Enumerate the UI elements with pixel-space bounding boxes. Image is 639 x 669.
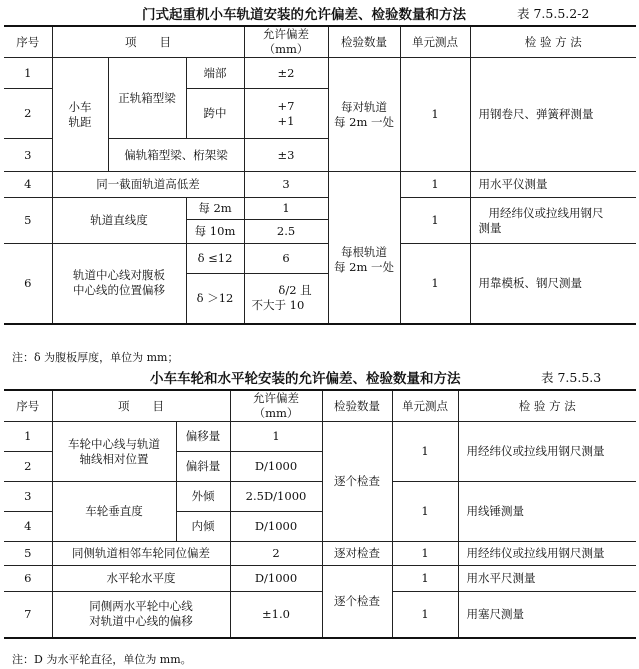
header-item: 项 目 <box>52 390 230 422</box>
mid-tolerance-l2: +1 <box>277 113 295 128</box>
quantity-b-l1: 每根轨道 <box>341 245 388 259</box>
row-seq: 5 <box>4 542 52 566</box>
delta-gt-tolerance <box>244 274 328 324</box>
quantity-pair: 逐对检查 <box>322 542 392 566</box>
unit-6: 1 <box>400 244 470 324</box>
table2-title: 小车车轮和水平轮安装的允许偏差、检验数量和方法 <box>150 371 461 387</box>
table1-title: 门式起重机小车轨道安装的允许偏差、检验数量和方法 <box>142 7 466 23</box>
unit-5: 1 <box>392 542 458 566</box>
table-row <box>4 58 636 89</box>
end-label: 端部 <box>186 58 244 89</box>
outer-label: 外倾 <box>176 482 230 512</box>
web-offset-l2: 中心线的位置偏移 <box>73 283 165 298</box>
row-seq: 6 <box>4 566 52 592</box>
delta-le-label: δ ≤12 <box>186 244 244 274</box>
web-offset-l1: 轨道中心线对腹板 <box>73 268 165 283</box>
per-10m-tolerance: 2.5 <box>244 220 328 244</box>
two-wheels-label <box>52 592 230 638</box>
table-row <box>4 566 636 592</box>
offset-label: 偏移量 <box>176 422 230 452</box>
per-2m-tolerance: 1 <box>244 198 328 220</box>
vertical-label: 车轮垂直度 <box>52 482 176 542</box>
same-section-tolerance: 3 <box>244 172 328 198</box>
table-row <box>4 592 636 638</box>
method-5 <box>470 198 636 244</box>
table2-header-row <box>4 390 636 422</box>
horizontal-tolerance: D/1000 <box>230 566 322 592</box>
method-7: 用塞尺测量 <box>458 592 636 638</box>
per-10m-label: 每 10m <box>186 220 244 244</box>
table-row <box>4 172 636 198</box>
same-side-label: 同侧轨道相邻车轮同位偏差 <box>52 542 230 566</box>
header-quantity: 检验数量 <box>322 390 392 422</box>
straightness-label: 轨道直线度 <box>52 198 186 244</box>
offset-beam-label: 偏轨箱型梁、桁架梁 <box>108 139 244 172</box>
quantity-each-2: 逐个检查 <box>322 566 392 638</box>
two-wheels-l1: 同侧两水平轮中心线 <box>89 599 193 614</box>
delta-gt-tol-l2: 不大于 10 <box>251 298 305 313</box>
method-4: 用水平仪测量 <box>470 172 636 198</box>
header-tolerance-l1: 允许偏差 <box>263 27 310 41</box>
two-wheels-tolerance: ±1.0 <box>230 592 322 638</box>
header-item: 项 目 <box>52 26 244 58</box>
row-seq: 7 <box>4 592 52 638</box>
table1-note: 注：δ 为腹板厚度，单位为 mm； <box>12 351 179 364</box>
web-offset-label <box>52 244 186 324</box>
row-seq: 3 <box>4 482 52 512</box>
mid-tolerance <box>244 89 328 139</box>
wheel-center-label <box>52 422 176 482</box>
unit-a: 1 <box>400 58 470 172</box>
same-section-label: 同一截面轨道高低差 <box>52 172 244 198</box>
method-6: 用靠模板、钢尺测量 <box>470 244 636 324</box>
inner-tolerance: D/1000 <box>230 512 322 542</box>
group-gauge-l1: 小车 <box>68 99 92 114</box>
method-a: 用钢卷尺、弹簧秤测量 <box>470 58 636 172</box>
row-seq: 4 <box>4 172 52 198</box>
header-unit-points: 单元测点 <box>392 390 458 422</box>
table2-note: 注：D 为水平轮直径，单位为 mm。 <box>12 653 192 666</box>
quantity-a-l2: 每 2m 一处 <box>334 114 395 129</box>
table1-number: 表 7.5.5.2-2 <box>517 6 590 21</box>
end-tolerance: ±2 <box>244 58 328 89</box>
method-12: 用经纬仪或拉线用钢尺测量 <box>458 422 636 482</box>
same-side-tolerance: 2 <box>230 542 322 566</box>
table1-header-row <box>4 26 636 58</box>
header-tolerance: 允许偏差（mm） <box>230 390 322 422</box>
method-5: 用经纬仪或拉线用钢尺测量 <box>458 542 636 566</box>
method-6: 用水平尺测量 <box>458 566 636 592</box>
table-row <box>4 542 636 566</box>
header-tolerance <box>244 26 328 58</box>
method-5-l1: 用经纬仪或拉线用钢尺 <box>488 205 604 220</box>
quantity-b-l2: 每 2m 一处 <box>334 260 395 274</box>
unit-12: 1 <box>392 422 458 482</box>
quantity-a <box>328 58 400 172</box>
header-quantity: 检验数量 <box>328 26 400 58</box>
offset-beam-tolerance: ±3 <box>244 139 328 172</box>
delta-le-tolerance: 6 <box>244 244 328 274</box>
mid-label: 跨中 <box>186 89 244 139</box>
group-gauge <box>52 58 108 172</box>
mid-tolerance-l1: +7 <box>277 98 295 113</box>
header-seq: 序号 <box>4 26 52 58</box>
row-seq: 1 <box>4 422 52 452</box>
wheel-center-l1: 车轮中心线与轨道 <box>68 436 160 451</box>
table-row <box>4 422 636 452</box>
quantity-a-l1: 每对轨道 <box>341 99 388 114</box>
skew-label: 偏斜量 <box>176 452 230 482</box>
delta-gt-tol-l1: δ/2 且 <box>278 283 312 298</box>
row-seq: 3 <box>4 139 52 172</box>
beam-label: 正轨箱型梁 <box>108 58 186 139</box>
quantity-b <box>328 198 400 324</box>
method-34: 用线锤测量 <box>458 482 636 542</box>
table2-number: 表 7.5.5.3 <box>541 370 602 385</box>
wheel-center-l2: 轴线相对位置 <box>79 451 149 466</box>
row-seq: 6 <box>4 244 52 324</box>
two-wheels-l2: 对轨道中心线的偏移 <box>89 614 193 629</box>
header-method: 检 验 方 法 <box>458 390 636 422</box>
quantity-each: 逐个检查 <box>322 422 392 542</box>
quantity-empty <box>328 172 400 198</box>
row-seq: 1 <box>4 58 52 89</box>
horizontal-label: 水平轮水平度 <box>52 566 230 592</box>
unit-4: 1 <box>400 172 470 198</box>
table2 <box>4 389 636 639</box>
row-seq: 5 <box>4 198 52 244</box>
unit-5: 1 <box>400 198 470 244</box>
table-row <box>4 482 636 512</box>
delta-gt-label: δ ＞12 <box>186 274 244 324</box>
table2-title-row <box>0 365 639 387</box>
group-gauge-l2: 轨距 <box>68 114 92 129</box>
header-seq: 序号 <box>4 390 52 422</box>
row-seq: 2 <box>4 452 52 482</box>
unit-6: 1 <box>392 566 458 592</box>
outer-tolerance: 2.5D/1000 <box>230 482 322 512</box>
table-row <box>4 198 636 220</box>
header-tolerance-l2: （mm） <box>263 42 309 56</box>
table1 <box>4 25 636 325</box>
table1-title-row <box>0 1 639 23</box>
inner-label: 内倾 <box>176 512 230 542</box>
skew-tolerance: D/1000 <box>230 452 322 482</box>
row-seq: 4 <box>4 512 52 542</box>
per-2m-label: 每 2m <box>186 198 244 220</box>
offset-tolerance: 1 <box>230 422 322 452</box>
header-unit-points: 单元测点 <box>400 26 470 58</box>
unit-7: 1 <box>392 592 458 638</box>
unit-34: 1 <box>392 482 458 542</box>
row-seq: 2 <box>4 89 52 139</box>
table-row <box>4 244 636 274</box>
method-5-l2: 测量 <box>478 220 502 235</box>
header-method: 检 验 方 法 <box>470 26 636 58</box>
